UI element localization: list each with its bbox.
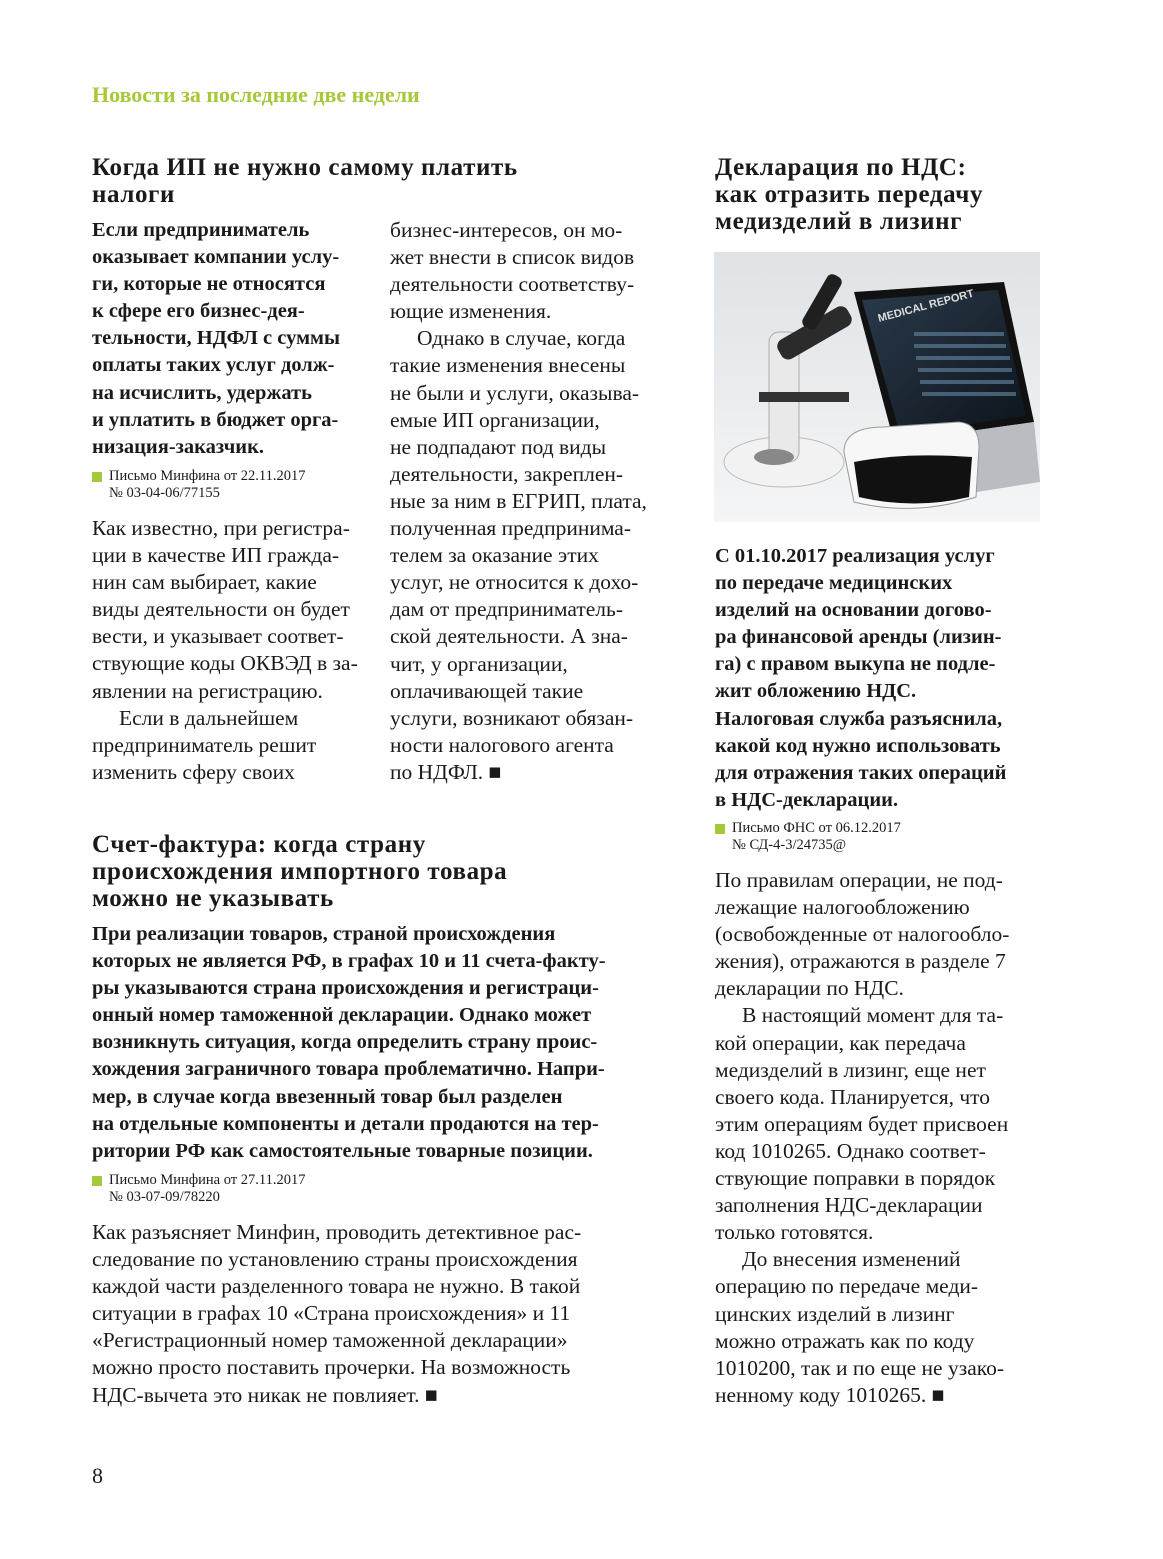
text-line: хождения заграничного товара проблематично. Напри- <box>92 1058 605 1081</box>
text-line: как отразить передачу <box>715 181 984 208</box>
text-line: следование по установлению страны происхождения <box>92 1247 578 1272</box>
text-line: бизнес-интересов, он мо- <box>390 218 623 242</box>
text-line: ющие изменения. <box>390 299 552 324</box>
text-line: налоги <box>92 181 176 208</box>
text-line: каждой части разделенного товара не нужно. В такой <box>92 1274 581 1299</box>
text-line: ги, которые не относятся <box>92 273 326 296</box>
article2-citation <box>92 1172 305 1206</box>
text-line: Как разъясняет Минфин, проводить детективное рас- <box>92 1220 582 1244</box>
text-line: своего кода. Планируется, что <box>715 1084 991 1109</box>
text-line: низация-заказчик. <box>92 435 265 458</box>
article2-body <box>92 1219 581 1409</box>
text-line: лежащие налогообложению <box>715 895 970 920</box>
text-line: деятельности, закреплен- <box>390 461 624 486</box>
text-line: по НДФЛ. ■ <box>390 759 502 784</box>
text-line: можно просто поставить прочерки. На возможность <box>92 1355 571 1380</box>
text-line: заполнения НДС-декларации <box>715 1193 983 1218</box>
text-line: только готовятся. <box>715 1220 874 1245</box>
text-line: ствующие поправки в порядок <box>715 1166 996 1191</box>
text-line: га) с правом выкупа не подле- <box>715 653 996 676</box>
text-line: для отражения таких операций <box>715 761 1007 784</box>
text-line: Счет-фактура: когда страну <box>92 831 426 858</box>
text-line: ности налогового агента <box>390 732 614 757</box>
text-line: С 01.10.2017 реализация услуг <box>715 545 995 567</box>
article1-lead <box>92 217 340 461</box>
text-line: № СД-4-3/24735@ <box>732 837 847 853</box>
text-line: на исчислить, удержать <box>92 381 312 404</box>
text-line: услуг, не относится к дохо- <box>390 570 639 595</box>
article3-body <box>715 867 1009 1409</box>
text-line: ненному коду 1010265. ■ <box>715 1382 945 1407</box>
article1-title <box>92 154 518 208</box>
text-line: изделий на основании догово- <box>715 599 992 622</box>
text-line: дам от предприниматель- <box>390 597 624 622</box>
text-line: операцию по передаче меди- <box>715 1274 979 1299</box>
text-line: какой код нужно использовать <box>715 734 1001 757</box>
text-line: Письмо Минфина от 22.11.2017 <box>109 468 306 484</box>
text-line: При реализации товаров, страной происхождения <box>92 923 556 945</box>
text-line: Если в дальнейшем <box>119 705 299 730</box>
text-line: Однако в случае, когда <box>417 326 626 351</box>
text-line: чит, у организации, <box>390 651 568 676</box>
bullet-square-icon <box>92 472 102 482</box>
text-line: № 03-04-06/77155 <box>109 485 220 501</box>
text-line: 1010200, так и по еще не узако- <box>715 1355 1005 1380</box>
text-line: вести, и указывает соответ- <box>92 624 344 649</box>
text-line: которых не является РФ, в графах 10 и 11 счета-факту- <box>92 950 606 973</box>
image-screen-text: MEDICAL REPORT <box>876 287 976 325</box>
text-line: онный номер таможенной декларации. Однако может <box>92 1004 592 1027</box>
text-line: ствующие коды ОКВЭД в за- <box>92 651 358 676</box>
text-line: виды деятельности он будет <box>92 597 350 622</box>
text-line: код 1010265. Однако соответ- <box>715 1138 986 1163</box>
text-line: Письмо Минфина от 27.11.2017 <box>109 1172 306 1188</box>
text-line: оказывает компании услу- <box>92 246 340 269</box>
text-line: кой операции, как передача <box>715 1030 966 1055</box>
text-line: оплаты таких услуг долж- <box>92 354 335 377</box>
article1-body-col2 <box>390 217 647 786</box>
article1-body-col1 <box>92 515 358 786</box>
text-line: услуги, возникают обязан- <box>390 705 634 730</box>
text-line: полученная предпринима- <box>390 516 632 541</box>
text-line: ные за ним в ЕГРИП, плата, <box>390 488 647 513</box>
text-line: предприниматель решит <box>92 732 317 757</box>
text-line: (освобожденные от налогообло- <box>715 922 1010 947</box>
text-line: В настоящий момент для та- <box>742 1003 1004 1028</box>
text-line: происхождения импортного товара <box>92 858 508 885</box>
bullet-square-icon <box>715 824 725 834</box>
text-line: в НДС-декларации. <box>715 788 899 811</box>
article2-title <box>92 831 507 912</box>
text-line: Если предприниматель <box>92 219 310 241</box>
text-line: Декларация по НДС: <box>715 154 967 181</box>
text-line: медизделий в лизинг <box>715 208 963 235</box>
text-line: Как известно, при регистра- <box>92 516 350 540</box>
text-line: медизделий в лизинг, еще нет <box>715 1057 986 1082</box>
text-line: оплачивающей такие <box>390 678 584 703</box>
text-line: не подпадают под виды <box>390 434 607 459</box>
text-line: нин сам выбирает, какие <box>92 570 317 595</box>
text-line: «Регистрационный номер таможенной декларации» <box>92 1328 568 1353</box>
section-header: Новости за последние две недели <box>92 82 420 107</box>
text-line: жит обложению НДС. <box>715 680 917 703</box>
text-line: ской деятельности. А зна- <box>390 624 628 649</box>
text-line: на отдельные компоненты и детали продаются на тер- <box>92 1112 599 1135</box>
text-line: жения), отражаются в разделе 7 <box>715 949 1006 974</box>
text-line: До внесения изменений <box>742 1247 961 1272</box>
text-line: Налоговая служба разъяснила, <box>715 707 1003 730</box>
text-line: и уплатить в бюджет орга- <box>92 408 339 431</box>
text-line: НДС-вычета это никак не повлияет. ■ <box>92 1382 438 1407</box>
page-number: 8 <box>92 1463 103 1488</box>
text-line: № 03-07-09/78220 <box>109 1189 220 1205</box>
text-line: цинских изделий в лизинг <box>715 1301 955 1326</box>
text-line: ции в качестве ИП гражда- <box>92 543 340 568</box>
text-line: жет внести в список видов <box>390 245 635 270</box>
text-line: ры указываются страна происхождения и регистраци- <box>92 977 599 1000</box>
article3-title <box>715 154 983 235</box>
text-line: ритории РФ как самостоятельные товарные позиции. <box>92 1139 593 1162</box>
text-line: деятельности соответству- <box>390 272 635 297</box>
text-line: емые ИП организации, <box>390 407 600 432</box>
article2-lead <box>92 921 606 1165</box>
text-line: ситуации в графах 10 «Страна происхождения» и 11 <box>92 1301 571 1326</box>
text-line: возникнуть ситуация, когда определить страну проис- <box>92 1031 598 1054</box>
text-line: мер, в случае когда ввезенный товар был разделен <box>92 1085 563 1108</box>
text-line: по передаче медицинских <box>715 572 953 595</box>
text-line: к сфере его бизнес-дея- <box>92 300 305 323</box>
text-line: не были и услуги, оказыва- <box>390 380 640 405</box>
text-line: этим операциям будет присвоен <box>715 1111 1009 1136</box>
bullet-square-icon <box>92 1176 102 1186</box>
article3-citation <box>715 820 901 854</box>
article3-lead <box>715 543 1006 814</box>
text-line: Письмо ФНС от 06.12.2017 <box>732 820 901 836</box>
text-line: явлении на регистрацию. <box>92 678 323 703</box>
article3-photo <box>714 252 1040 522</box>
text-line: изменить сферу своих <box>92 759 295 784</box>
text-line: По правилам операции, не под- <box>715 868 1003 892</box>
text-line: можно не указывать <box>92 885 334 912</box>
text-line: можно отражать как по коду <box>715 1328 975 1353</box>
article1-citation <box>92 468 305 502</box>
text-line: телем за оказание этих <box>390 543 599 568</box>
text-line: такие изменения внесены <box>390 353 626 378</box>
text-line: декларации по НДС. <box>715 976 904 1001</box>
text-line: тельности, НДФЛ с суммы <box>92 327 341 350</box>
text-line: Когда ИП не нужно самому платить <box>92 154 518 181</box>
text-line: ра финансовой аренды (лизин- <box>715 626 1002 649</box>
